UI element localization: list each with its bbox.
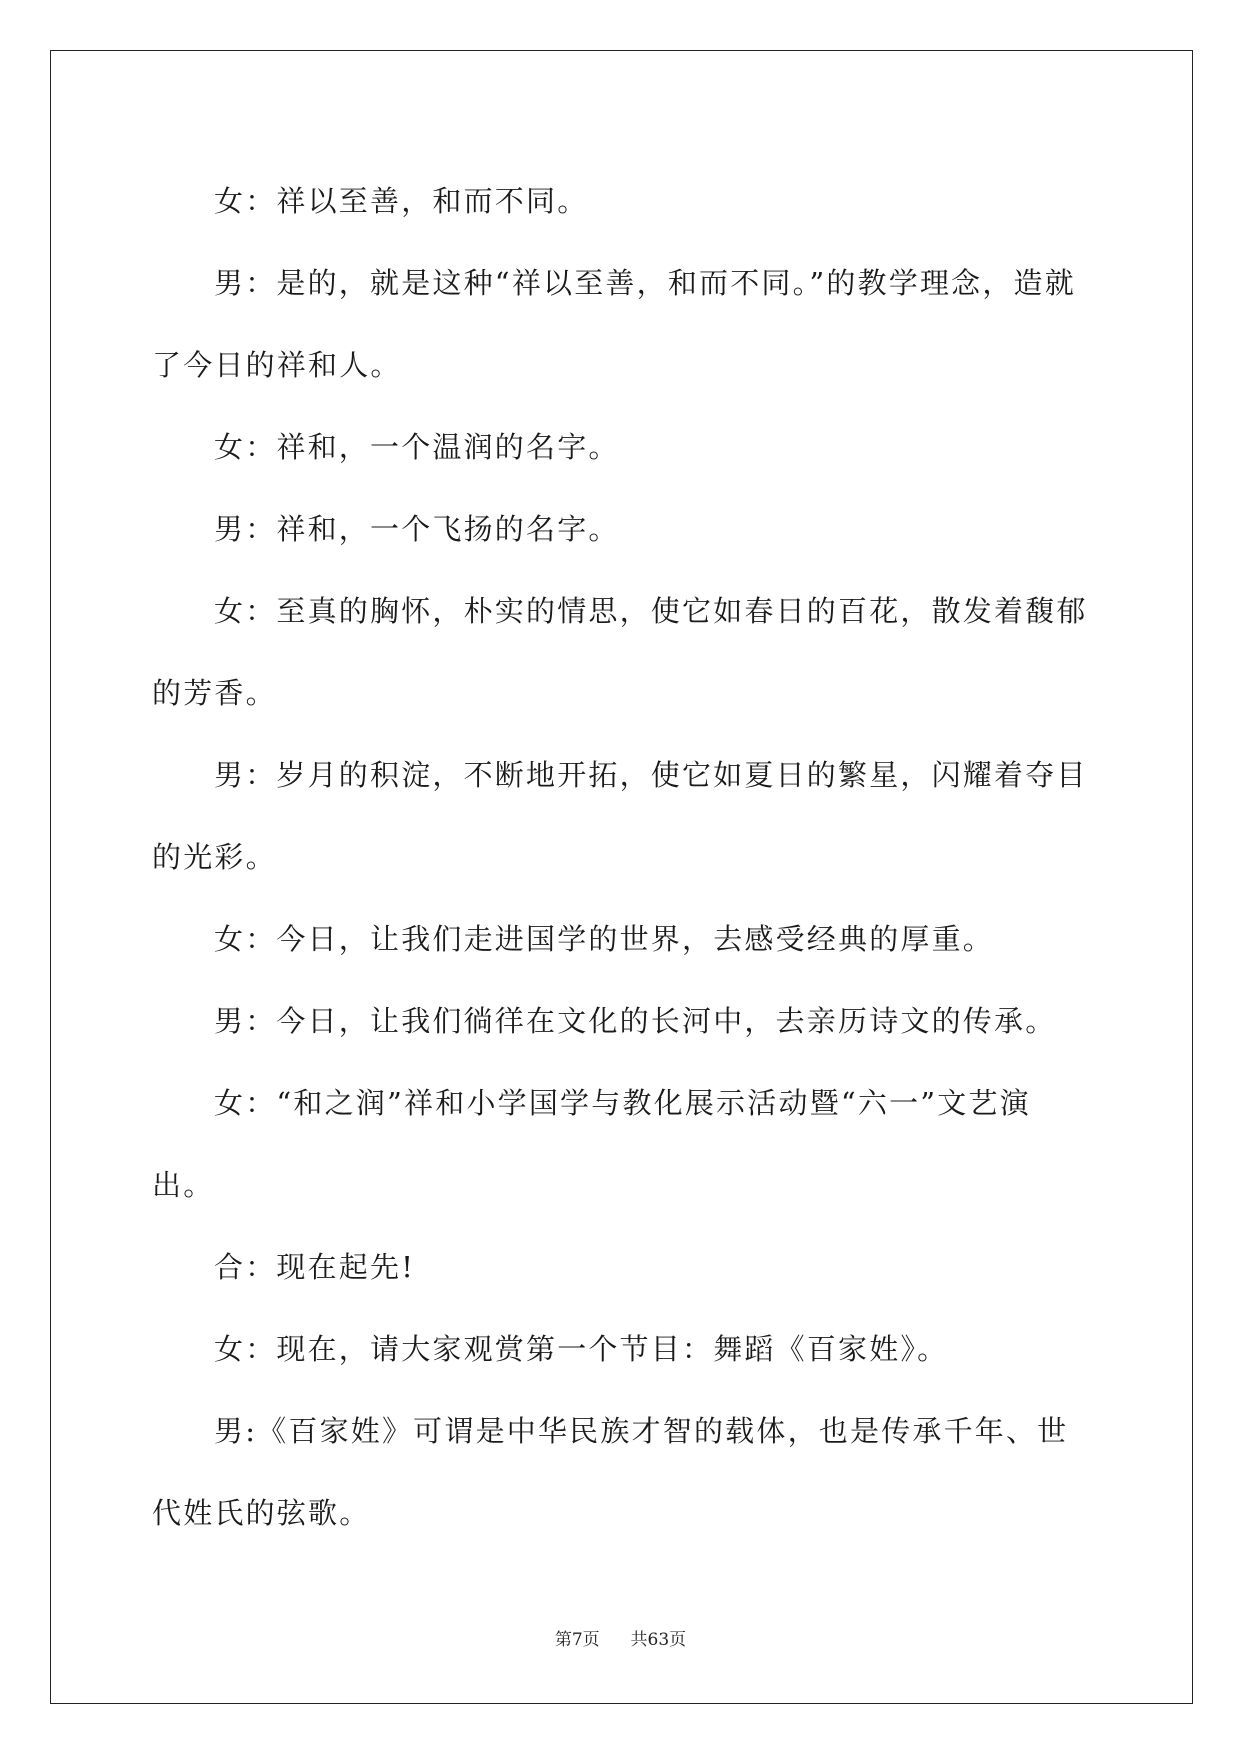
paragraph: 女：“和之润”祥和小学国学与教化展示活动暨“六一”文艺演出。: [152, 1086, 1031, 1202]
paragraph: 男：祥和，一个飞扬的名字。: [214, 512, 620, 546]
paragraph: 合：现在起先!: [214, 1250, 416, 1284]
paragraph: 男：是的，就是这种“祥以至善，和而不同。”的教学理念，造就了今日的祥和人。: [152, 266, 1076, 382]
total-pages: 共63页: [630, 1630, 687, 1650]
document-body: [152, 160, 1092, 1554]
paragraph: 女：现在，请大家观赏第一个节目：舞蹈《百家姓》。: [214, 1332, 949, 1366]
paragraph: 女：今日，让我们走进国学的世界，去感受经典的厚重。: [214, 922, 995, 956]
paragraph: 女：祥以至善，和而不同。: [214, 184, 589, 218]
paragraph: 女：祥和，一个温润的名字。: [214, 430, 620, 464]
paragraph: 男：岁月的积淀，不断地开拓，使它如夏日的繁星，闪耀着夺目的光彩。: [152, 758, 1088, 874]
paragraph: 男:《百家姓》可谓是中华民族才智的载体，也是传承千年、世代姓氏的弦歌。: [152, 1414, 1069, 1530]
paragraph: 女：至真的胸怀，朴实的情思，使它如春日的百花，散发着馥郁的芳香。: [152, 594, 1088, 710]
page-number: 第7页: [554, 1630, 600, 1650]
page-footer: [0, 1625, 1241, 1650]
paragraph: 男：今日，让我们徜徉在文化的长河中，去亲历诗文的传承。: [214, 1004, 1057, 1038]
